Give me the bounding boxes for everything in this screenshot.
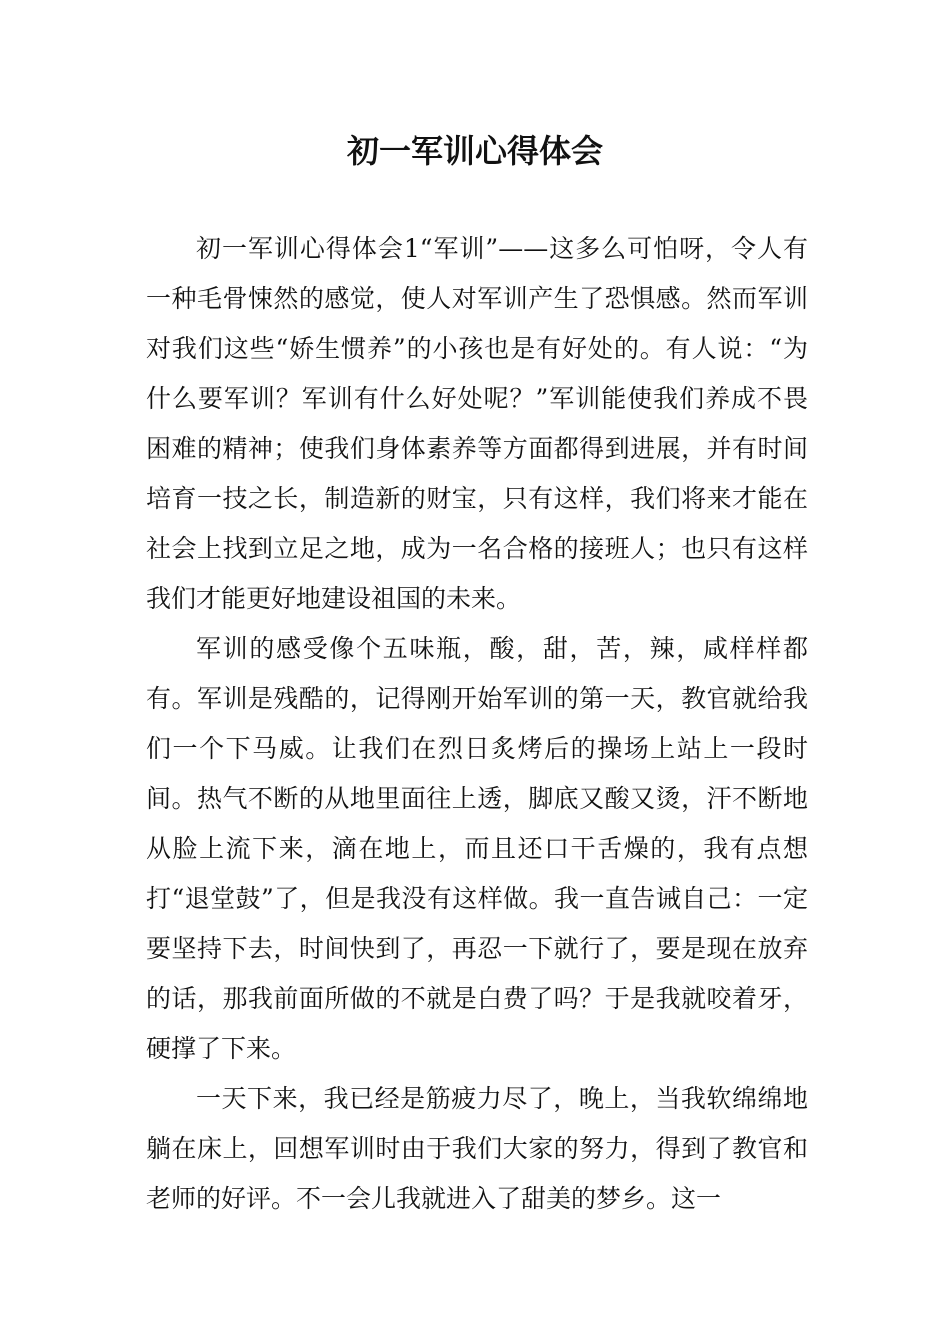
paragraph-3: 一天下来，我已经是筋疲力尽了，晚上，当我软绵绵地躺在床上，回想军训时由于我们大家的努力，得到了教官和老师的好评。不一会儿我就进入了甜美的梦乡。这一: [146, 1084, 808, 1213]
document-body: [146, 224, 808, 1224]
paragraph-2: 军训的感受像个五味瓶，酸，甜，苦，辣，咸样样都有。军训是残酷的，记得刚开始军训的第一天，教官就给我们一个下马威。让我们在烈日炙烤后的操场上站上一段时间。热气不断的从地里面往上透，脚底又酸又烫，汗不断地从脸上流下来，滴在地上，而且还口干舌燥的，我有点想打“退堂鼓”了，但是我没有这样做。我一直告诫自己：一定要坚持下去，时间快到了，再忍一下就行了，要是现在放弃的话，那我前面所做的不就是白费了吗？于是我就咬着牙，硬撑了下来。: [146, 634, 808, 1063]
document-title: 初一军训心得体会: [346, 132, 603, 170]
paragraph-1: 初一军训心得体会1“军训”——这多么可怕呀，令人有一种毛骨悚然的感觉，使人对军训产生了恐惧感。然而军训对我们这些“娇生惯养”的小孩也是有好处的。有人说：“为什么要军训？军训有什么好处呢？”军训能使我们养成不畏困难的精神；使我们身体素养等方面都得到进展，并有时间培育一技之长，制造新的财宝，只有这样，我们将来才能在社会上找到立足之地，成为一名合格的接班人；也只有这样我们才能更好地建设祖国的未来。: [146, 234, 808, 613]
